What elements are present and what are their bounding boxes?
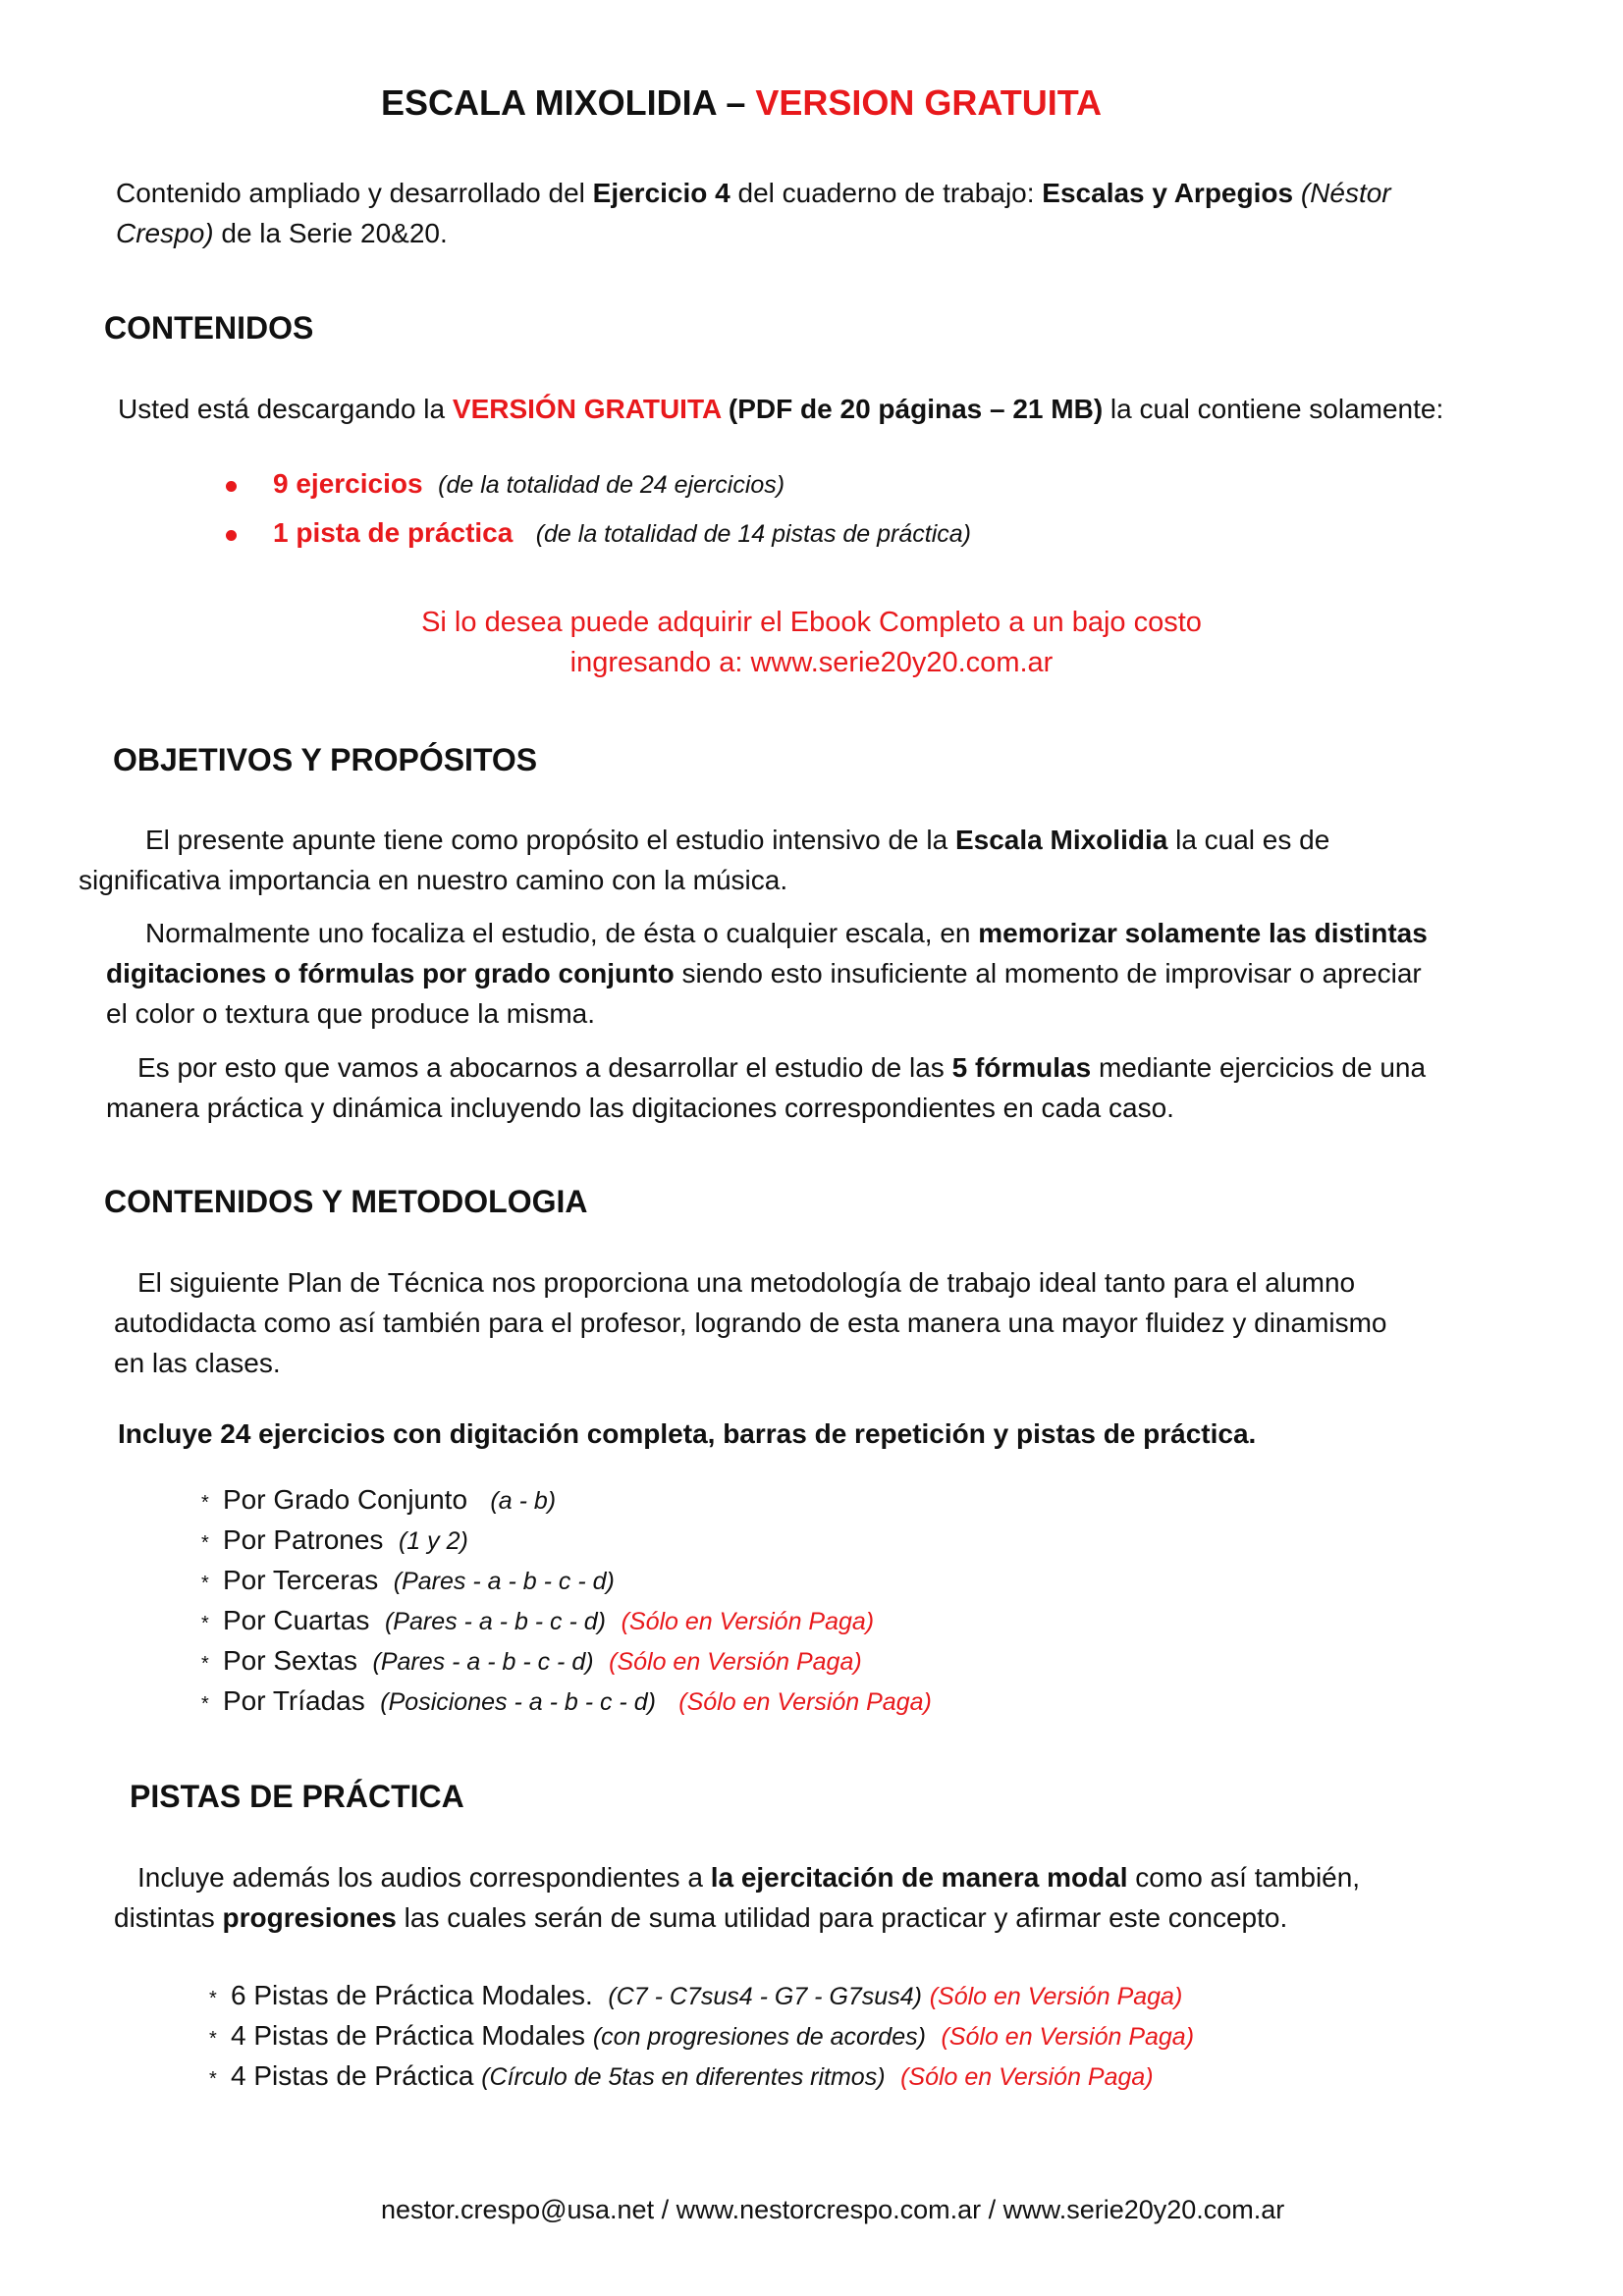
item-label: 4 Pistas de Práctica Modales [231, 2020, 586, 2051]
objetivos-text: la cual es de [1167, 825, 1330, 855]
list-item [201, 1524, 468, 1556]
list-item [201, 1484, 556, 1516]
intro-text: del cuaderno de trabajo: [730, 178, 1043, 208]
document-title [381, 82, 1102, 124]
asterisk-icon: * [209, 2068, 217, 2090]
objetivos-text: El presente apunte tiene como propósito el estudio intensivo de la [145, 825, 955, 855]
intro-author: Crespo) [116, 218, 214, 248]
intro-line-2 [116, 213, 448, 253]
asterisk-icon: * [201, 1573, 209, 1594]
item-label: 1 pista de práctica [273, 517, 514, 548]
paid-version-note: (Sólo en Versión Paga) [621, 1608, 875, 1635]
item-note: (Pares - a - b - c - d) [384, 1608, 607, 1635]
intro-book: Escalas y Arpegios [1042, 178, 1294, 208]
section-heading-pistas: PISTAS DE PRÁCTICA [130, 1779, 464, 1814]
section-heading-objetivos: OBJETIVOS Y PROPÓSITOS [113, 742, 538, 777]
item-note: (Pares - a - b - c - d) [372, 1648, 594, 1676]
contenidos-text: la cual contiene solamente: [1103, 394, 1444, 424]
paid-version-note: (Sólo en Versión Paga) [929, 1983, 1183, 2010]
item-label: Por Grado Conjunto [223, 1484, 468, 1515]
item-label: 6 Pistas de Práctica Modales. [231, 1980, 593, 2010]
asterisk-icon: * [209, 1988, 217, 2009]
item-note: (a - b) [490, 1487, 557, 1515]
paid-version-note: (Sólo en Versión Paga) [609, 1648, 862, 1676]
asterisk-icon: * [201, 1653, 209, 1675]
item-label: Por Patrones [223, 1524, 384, 1555]
item-label: Por Cuartas [223, 1605, 370, 1635]
asterisk-icon: * [201, 1693, 209, 1715]
item-note: (de la totalidad de 14 pistas de práctica) [535, 520, 972, 548]
title-main: ESCALA MIXOLIDIA – [381, 82, 756, 123]
item-label: Por Tríadas [223, 1685, 365, 1716]
intro-exercise: Ejercicio 4 [592, 178, 730, 208]
section-heading-metodologia: CONTENIDOS Y METODOLOGIA [104, 1184, 588, 1219]
item-note: (Pares - a - b - c - d) [393, 1568, 615, 1595]
paid-version-note: (Sólo en Versión Paga) [678, 1688, 932, 1716]
objetivos-text: Normalmente uno focaliza el estudio, de ésta o cualquier escala, en [145, 918, 979, 948]
paid-version-note: (Sólo en Versión Paga) [900, 2063, 1154, 2091]
pistas-text: Incluye además los audios correspondientes a [137, 1862, 711, 1893]
pistas-line-1 [137, 1857, 1360, 1897]
metodologia-line-1: El siguiente Plan de Técnica nos proporciona una metodología de trabajo ideal tanto para el alumno [137, 1267, 1356, 1298]
asterisk-icon: * [209, 2028, 217, 2050]
objetivos-p3-line2: manera práctica y dinámica incluyendo las digitaciones correspondientes en cada caso. [106, 1093, 1174, 1123]
objetivos-text: mediante ejercicios de una [1091, 1052, 1427, 1083]
section-heading-contenidos: CONTENIDOS [104, 310, 314, 346]
item-note: (con progresiones de acordes) [592, 2023, 926, 2051]
item-label: Por Terceras [223, 1565, 379, 1595]
list-item [209, 2060, 1154, 2092]
objetivos-bold: 5 fórmulas [951, 1052, 1092, 1083]
list-item [201, 1565, 615, 1596]
objetivos-p2-line2 [106, 953, 1422, 993]
list-item [209, 2020, 1194, 2052]
objetivos-text: siendo esto insuficiente al momento de improvisar o apreciar [674, 958, 1422, 988]
title-version: VERSION GRATUITA [755, 82, 1103, 123]
objetivos-bold: digitaciones o fórmulas por grado conjunto [106, 958, 675, 988]
objetivos-p1-line2: significativa importancia en nuestro camino con la música. [79, 865, 788, 895]
pistas-text: las cuales serán de suma utilidad para practicar y afirmar este concepto. [396, 1902, 1288, 1933]
metodologia-summary: Incluye 24 ejercicios con digitación completa, barras de repetición y pistas de práctica. [118, 1418, 1257, 1449]
objetivos-p2-line3: el color o textura que produce la misma. [106, 998, 596, 1029]
item-note: (1 y 2) [398, 1527, 468, 1555]
objetivos-p2-line1 [145, 913, 1428, 953]
pistas-text: distintas [114, 1902, 223, 1933]
promo-line-2: ingresando a: www.serie20y20.com.ar [569, 647, 1054, 678]
list-item [201, 1605, 874, 1636]
metodologia-line-2: autodidacta como así también para el profesor, logrando de esta manera una mayor fluidez y dinamismo [114, 1308, 1387, 1338]
item-label: Por Sextas [223, 1645, 357, 1676]
pistas-bold: la ejercitación de manera modal [710, 1862, 1128, 1893]
pistas-text: como así también, [1127, 1862, 1361, 1893]
objetivos-text: Es por esto que vamos a abocarnos a desarrollar el estudio de las [137, 1052, 952, 1083]
list-item [201, 1645, 862, 1677]
contenidos-description [118, 389, 1443, 429]
pistas-line-2 [114, 1897, 1287, 1938]
contenidos-text: Usted está descargando la [118, 394, 453, 424]
intro-author: (Néstor [1293, 178, 1391, 208]
scale-name: Escala Mixolidia [954, 825, 1168, 855]
item-note: (C7 - C7sus4 - G7 - G7sus4) [608, 1983, 922, 2010]
item-label: 4 Pistas de Práctica [231, 2060, 474, 2091]
pistas-bold: progresiones [222, 1902, 397, 1933]
metodologia-line-3: en las clases. [114, 1348, 281, 1378]
objetivos-bold: memorizar solamente las distintas [978, 918, 1428, 948]
paid-version-note: (Sólo en Versión Paga) [941, 2023, 1195, 2051]
objetivos-p3-line1 [137, 1047, 1426, 1088]
promo-line-1: Si lo desea puede adquirir el Ebook Completo a un bajo costo [421, 607, 1202, 638]
pdf-info: (PDF de 20 páginas – 21 MB) [721, 394, 1104, 424]
intro-text: de la Serie 20&20. [213, 218, 448, 248]
objetivos-p1-line1 [145, 820, 1329, 860]
list-item [209, 1980, 1182, 2011]
free-version-label: VERSIÓN GRATUITA [452, 394, 722, 424]
asterisk-icon: * [201, 1492, 209, 1514]
list-item [201, 1685, 932, 1717]
intro-line-1 [116, 173, 1391, 213]
footer-contact[interactable]: nestor.crespo@usa.net / www.nestorcrespo.com.ar / www.serie20y20.com.ar [381, 2195, 1285, 2224]
bullet-icon [226, 481, 237, 492]
bullet-icon [226, 530, 237, 541]
item-note: (Círculo de 5tas en diferentes ritmos) [481, 2063, 886, 2091]
item-note: (Posiciones - a - b - c - d) [380, 1688, 656, 1716]
asterisk-icon: * [201, 1532, 209, 1554]
asterisk-icon: * [201, 1613, 209, 1634]
item-note: (de la totalidad de 24 ejercicios) [438, 471, 785, 499]
intro-text: Contenido ampliado y desarrollado del [116, 178, 593, 208]
item-label: 9 ejercicios [273, 468, 423, 499]
